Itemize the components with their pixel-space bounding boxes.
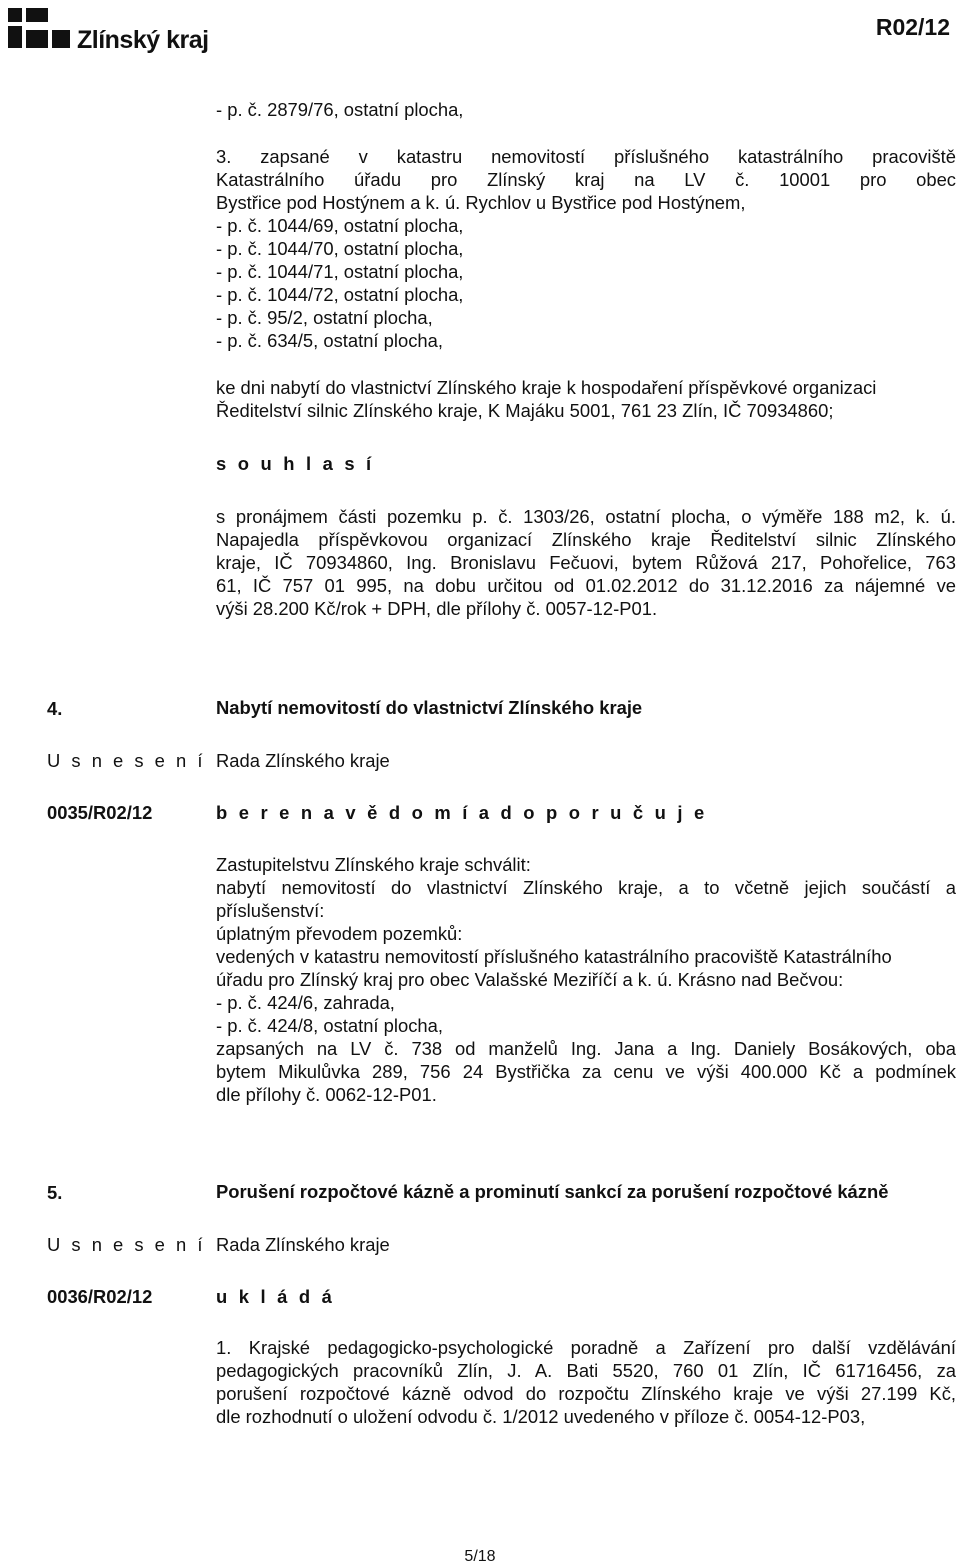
resolution-number: 0035/R02/12 [47,802,153,823]
paragraph-line: příslušenství: [216,900,325,921]
section-number: 4. [47,698,63,719]
paragraph-line: pedagogických pracovníků Zlín, J. A. Bati 5520, 760 01 Zlín, IČ 61716456, za [216,1360,956,1381]
paragraph-line: porušení rozpočtové kázně odvod do rozpočtu Zlínského kraje ve výši 27.199 Kč, [216,1383,956,1404]
section5-paragraph [216,1336,956,1428]
paragraph-line: zapsaných na LV č. 738 od manželů Ing. Jana a Ing. Daniely Bosákových, oba [216,1038,956,1059]
ownership-line: ke dni nabytí do vlastnictví Zlínského kraje k hospodaření příspěvkové organizaci [216,377,877,398]
parcel-line: - p. č. 634/5, ostatní plocha, [216,330,443,351]
resolution-body: Rada Zlínského kraje [216,1234,390,1255]
resolution-number: 0036/R02/12 [47,1286,153,1307]
parcel-line: - p. č. 2879/76, ostatní plocha, [216,99,464,120]
resolution-verb: s o u h l a s í [216,453,375,474]
section-title: Porušení rozpočtové kázně a prominutí sankcí za porušení rozpočtové kázně [216,1181,889,1202]
section4-owners-paragraph [216,1037,956,1106]
paragraph-line: úřadu pro Zlínský kraj pro obec Valašské Meziříčí a k. ú. Krásno nad Bečvou: [216,969,844,990]
parcel-line: - p. č. 1044/69, ostatní plocha, [216,215,464,236]
paragraph-line: bytem Mikulůvka 289, 756 24 Bystřička za cenu ve výši 400.000 Kč a podmínek [216,1061,956,1082]
section-title: Nabytí nemovitostí do vlastnictví Zlínského kraje [216,697,643,718]
paragraph-line: dle přílohy č. 0062-12-P01. [216,1084,437,1105]
section4-paragraph [216,876,956,922]
item3-paragraph [216,145,956,214]
section-number: 5. [47,1182,63,1203]
paragraph-line: nabytí nemovitostí do vlastnictví Zlínského kraje, a to včetně jejich součástí a [216,877,956,898]
parcel-line: - p. č. 424/8, ostatní plocha, [216,1015,443,1036]
page-number: 5/18 [464,1548,496,1564]
consent-paragraph [216,505,956,620]
resolution-label: U s n e s e n í [47,1234,206,1255]
parcel-line: - p. č. 1044/71, ostatní plocha, [216,261,464,282]
paragraph-line: Zastupitelstvu Zlínského kraje schválit: [216,854,531,875]
paragraph-line: výši 28.200 Kč/rok + DPH, dle přílohy č. 0057-12-P01. [216,598,658,619]
paragraph-line: 3. zapsané v katastru nemovitostí příslušného katastrálního pracoviště [216,146,956,167]
paragraph-line: dle rozhodnutí o uložení odvodu č. 1/2012 uvedeného v příloze č. 0054-12-P03, [216,1406,866,1427]
resolution-body: Rada Zlínského kraje [216,750,390,771]
paragraph-line: kraje, IČ 70934860, Ing. Bronislavu Fečuovi, bytem Růžová 217, Pohořelice, 763 [216,552,956,573]
paragraph-line: 1. Krajské pedagogicko-psychologické poradně a Zařízení pro další vzdělávání [216,1337,956,1358]
paragraph-line: s pronájmem části pozemku p. č. 1303/26, ostatní plocha, o výměře 188 m2, k. ú. [216,506,956,527]
resolution-verb: u k l á d á [216,1286,336,1307]
parcel-line: - p. č. 424/6, zahrada, [216,992,395,1013]
paragraph-line: 61, IČ 757 01 995, na dobu určitou od 01.02.2012 do 31.12.2016 za nájemné ve [216,575,956,596]
parcel-line: - p. č. 95/2, ostatní plocha, [216,307,433,328]
paragraph-line: úplatným převodem pozemků: [216,923,463,944]
paragraph-line: vedených v katastru nemovitostí příslušného katastrálního pracoviště Katastrálního [216,946,892,967]
ownership-line: Ředitelství silnic Zlínského kraje, K Majáku 5001, 761 23 Zlín, IČ 70934860; [216,400,834,421]
resolution-label: U s n e s e n í [47,750,206,771]
resolution-verb: b e r e n a v ě d o m í a d o p o r u č u j e [216,802,708,823]
paragraph-line: Katastrálního úřadu pro Zlínský kraj na LV č. 10001 pro obec [216,169,956,190]
document-code: R02/12 [875,14,950,40]
parcel-line: - p. č. 1044/70, ostatní plocha, [216,238,464,259]
paragraph-line: Bystřice pod Hostýnem a k. ú. Rychlov u Bystřice pod Hostýnem, [216,192,746,213]
parcel-line: - p. č. 1044/72, ostatní plocha, [216,284,464,305]
logo-text: Zlínský kraj [77,26,209,54]
paragraph-line: Napajedla příspěvkovou organizací Zlínského kraje Ředitelství silnic Zlínského [216,529,956,550]
zlinsky-kraj-logo [8,6,209,58]
